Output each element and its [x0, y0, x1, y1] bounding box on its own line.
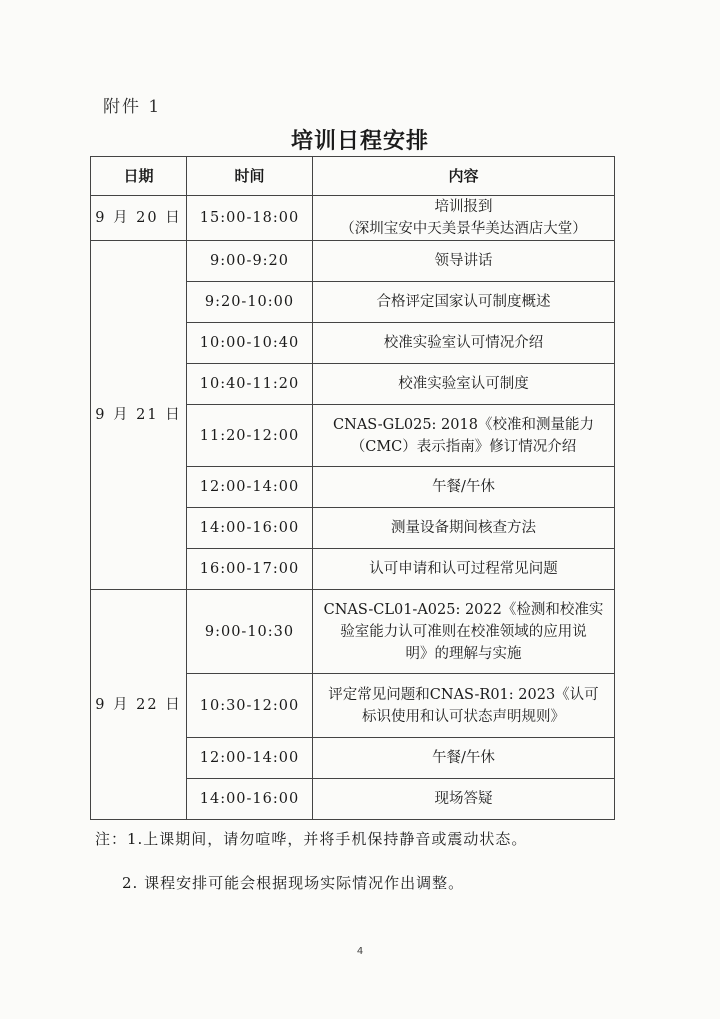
date-cell: 9 月 21 日 — [91, 241, 187, 590]
time-cell: 12:00-14:00 — [187, 467, 313, 508]
time-cell: 15:00-18:00 — [187, 196, 313, 241]
content-cell — [313, 405, 615, 467]
time-cell: 11:20-12:00 — [187, 405, 313, 467]
content-line: （CMC）表示指南》修订情况介绍 — [350, 438, 577, 455]
content-cell — [313, 674, 615, 738]
content-line: CNAS-CL01-A025: 2022《检测和校准实 — [323, 601, 604, 618]
content-cell: 午餐/午休 — [313, 467, 615, 508]
time-cell: 14:00-16:00 — [187, 508, 313, 549]
content-cell: 午餐/午休 — [313, 738, 615, 779]
header-content: 内容 — [313, 157, 615, 196]
schedule-body — [91, 196, 615, 820]
note-line-1: 注：1.上课期间，请勿喧哗，并将手机保持静音或震动状态。 — [95, 830, 528, 848]
header-time: 时间 — [187, 157, 313, 196]
table-row — [91, 590, 615, 674]
content-cell — [313, 590, 615, 674]
content-line: （深圳宝安中天美景华美达酒店大堂） — [340, 221, 587, 237]
attachment-label: 附件 1 — [103, 97, 162, 117]
schedule-table — [90, 156, 615, 820]
content-line: 培训报到 — [434, 199, 493, 215]
time-cell: 9:00-9:20 — [187, 241, 313, 282]
content-cell: 测量设备期间核查方法 — [313, 508, 615, 549]
content-line: CNAS-GL025: 2018《校准和测量能力 — [333, 416, 594, 433]
date-cell: 9 月 20 日 — [91, 196, 187, 241]
table-header-row — [91, 157, 615, 196]
table-row — [91, 241, 615, 282]
content-cell: 校准实验室认可制度 — [313, 364, 615, 405]
page-number: 4 — [356, 946, 364, 957]
time-cell: 9:20-10:00 — [187, 282, 313, 323]
document-title: 培训日程安排 — [290, 129, 429, 154]
content-cell: 现场答疑 — [313, 779, 615, 820]
note-line-2: 2. 课程安排可能会根据现场实际情况作出调整。 — [122, 874, 465, 892]
content-cell — [313, 196, 615, 241]
date-cell: 9 月 22 日 — [91, 590, 187, 820]
content-cell: 领导讲话 — [313, 241, 615, 282]
content-cell: 校准实验室认可情况介绍 — [313, 323, 615, 364]
content-cell: 认可申请和认可过程常见问题 — [313, 549, 615, 590]
time-cell: 10:40-11:20 — [187, 364, 313, 405]
content-line: 验室能力认可准则在校准领域的应用说 — [340, 623, 587, 640]
time-cell: 10:30-12:00 — [187, 674, 313, 738]
table-row — [91, 196, 615, 241]
header-date: 日期 — [91, 157, 187, 196]
content-line: 评定常见问题和CNAS-R01: 2023《认可 — [328, 686, 599, 703]
time-cell: 14:00-16:00 — [187, 779, 313, 820]
content-cell: 合格评定国家认可制度概述 — [313, 282, 615, 323]
time-cell: 10:00-10:40 — [187, 323, 313, 364]
content-line: 明》的理解与实施 — [405, 645, 522, 662]
time-cell: 9:00-10:30 — [187, 590, 313, 674]
time-cell: 12:00-14:00 — [187, 738, 313, 779]
time-cell: 16:00-17:00 — [187, 549, 313, 590]
content-line: 标识使用和认可状态声明规则》 — [362, 708, 565, 725]
